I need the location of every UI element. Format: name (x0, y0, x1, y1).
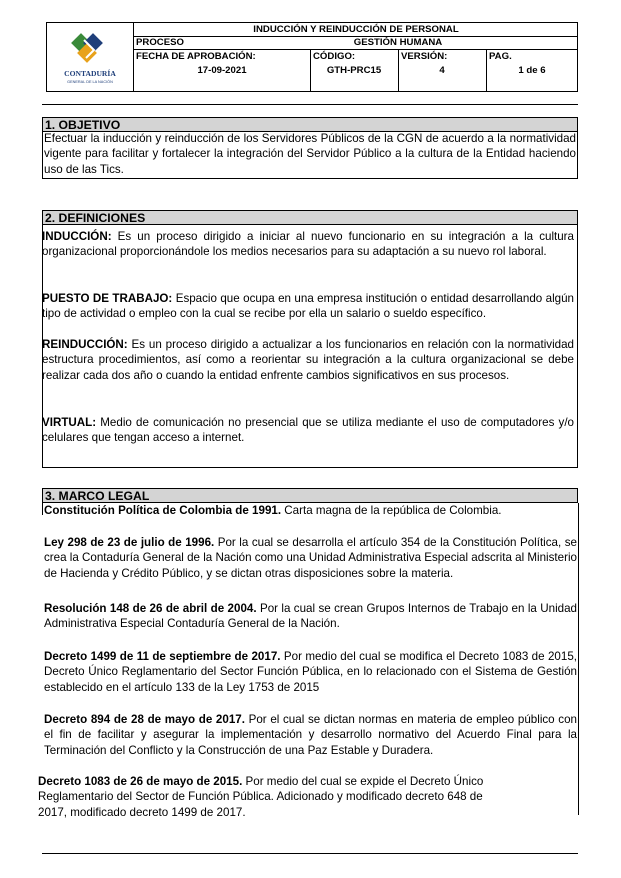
definition-item (42, 337, 574, 383)
legal-term: Constitución Política de Colombia de 1991. (44, 504, 282, 517)
definition-term: REINDUCCIÓN: (42, 338, 128, 351)
legal-item (44, 535, 577, 581)
document-title: INDUCCIÓN Y REINDUCCIÓN DE PERSONAL (253, 24, 459, 35)
section-heading-definiciones: 2. DEFINICIONES (42, 210, 578, 225)
box-border (42, 503, 43, 515)
proceso-label: PROCESO (136, 37, 184, 48)
logo-text: CONTADURÍA (64, 69, 116, 78)
legal-term: Ley 298 de 23 de julio de 1996. (44, 536, 215, 549)
legal-term: Decreto 1083 de 26 de mayo de 2015. (38, 775, 243, 788)
version-value: 4 (439, 65, 445, 76)
legal-text: Carta magna de la república de Colombia. (281, 504, 502, 517)
proceso-value: GESTIÓN HUMANA (353, 37, 443, 48)
legal-term: Decreto 1499 de 11 de septiembre de 2017. (44, 650, 281, 663)
objetivo-text: Efectuar la inducción y reinducción de los Servidores Públicos de la CGN de acuerdo a la normatividad vigente para facilitar y fortalecer la integración del Servidor Público a la cultura de la Entidad haciendo uso de las Tics. (44, 132, 576, 176)
legal-term: Resolución 148 de 26 de abril de 2004. (44, 602, 257, 615)
fecha-value: 17-09-2021 (197, 65, 247, 76)
section-heading-marco-legal: 3. MARCO LEGAL (42, 488, 578, 503)
legal-item (44, 503, 574, 518)
logo-subtext: GENERAL DE LA NACIÓN (67, 80, 113, 84)
legal-text: Por el cual se dictan normas en materia de empleo público con el fin de facilitar y asegurar la implementación y desarrollo normativo del Acuerdo Final para la Terminación del Conflicto y la Construcción de una Paz Estable y Duradera. (44, 713, 577, 757)
header-rule (42, 104, 578, 105)
legal-text: Por medio del cual se modifica el Decreto 1083 de 2015, Decreto Único Reglamentario del Sector Función Pública, en lo relacionado con el Sistema de Gestión establecido en el artículo 133 de la Ley 1753 de 2015 (44, 650, 577, 694)
section-heading-objetivo: 1. OBJETIVO (42, 117, 578, 132)
version-label: VERSIÓN: (401, 51, 448, 62)
fecha-label: FECHA DE APROBACIÓN: (136, 51, 256, 62)
definition-text: Es un proceso dirigido a iniciar al nuevo funcionario en su integración a la cultura organizacional proporcionándole los medios necesarios para su adaptación a su nuevo rol laboral. (42, 230, 574, 259)
definition-text: Espacio que ocupa en una empresa institución o entidad desarrollando algún tipo de actividad o empleo con la cual se recibe por ella un salario o sueldo específico. (42, 292, 574, 321)
logo-cell (46, 22, 134, 92)
legal-text: Por la cual se desarrolla el artículo 354 de la Constitución Política, se crea la Contaduría General de la Nación como una Unidad Administrativa Especial adscrita al Ministerio de Hacienda y Crédito Público, y se dictan otras disposiciones sobre la materia. (44, 536, 577, 580)
codigo-label: CÓDIGO: (313, 51, 356, 62)
legal-text: Por la cual se crean Grupos Internos de Trabajo en la Unidad Administrativa Especial Contaduría General de la Nación. (44, 602, 577, 631)
footer-rule (42, 853, 578, 854)
pag-value: 1 de 6 (518, 65, 546, 76)
definition-term: VIRTUAL: (42, 416, 97, 429)
legal-term: Decreto 894 de 28 de mayo de 2017. (44, 713, 245, 726)
definition-item (42, 415, 574, 446)
definition-term: INDUCCIÓN: (42, 230, 112, 243)
legal-item (44, 601, 577, 632)
legal-text: Por medio del cual se expide el Decreto Único Reglamentario del Sector de Función Pública. Adicionado y modificado decreto 648 de 2017, modificado decreto 1499 de 2017. (38, 775, 484, 819)
pag-label: PAG. (489, 51, 512, 62)
codigo-value: GTH-PRC15 (326, 65, 382, 76)
definition-item (42, 291, 574, 322)
definition-text: Es un proceso dirigido a actualizar a los funcionarios en relación con la normatividad estructura procedimientos, así como a reorientar su integración a la cultura organizacional se debe realizar cada dos año o cuando la entidad enfrente cambios significativos en sus procesos. (42, 338, 574, 382)
header-divider (134, 49, 578, 50)
definition-text: Medio de comunicación no presencial que se utiliza mediante el uso de computadores y/o celulares que tengan acceso a internet. (42, 416, 574, 445)
legal-item (44, 649, 577, 695)
definition-term: PUESTO DE TRABAJO: (42, 292, 173, 305)
box-border (578, 503, 579, 815)
definition-item (42, 229, 574, 260)
legal-item (44, 712, 577, 758)
legal-item (38, 774, 493, 820)
